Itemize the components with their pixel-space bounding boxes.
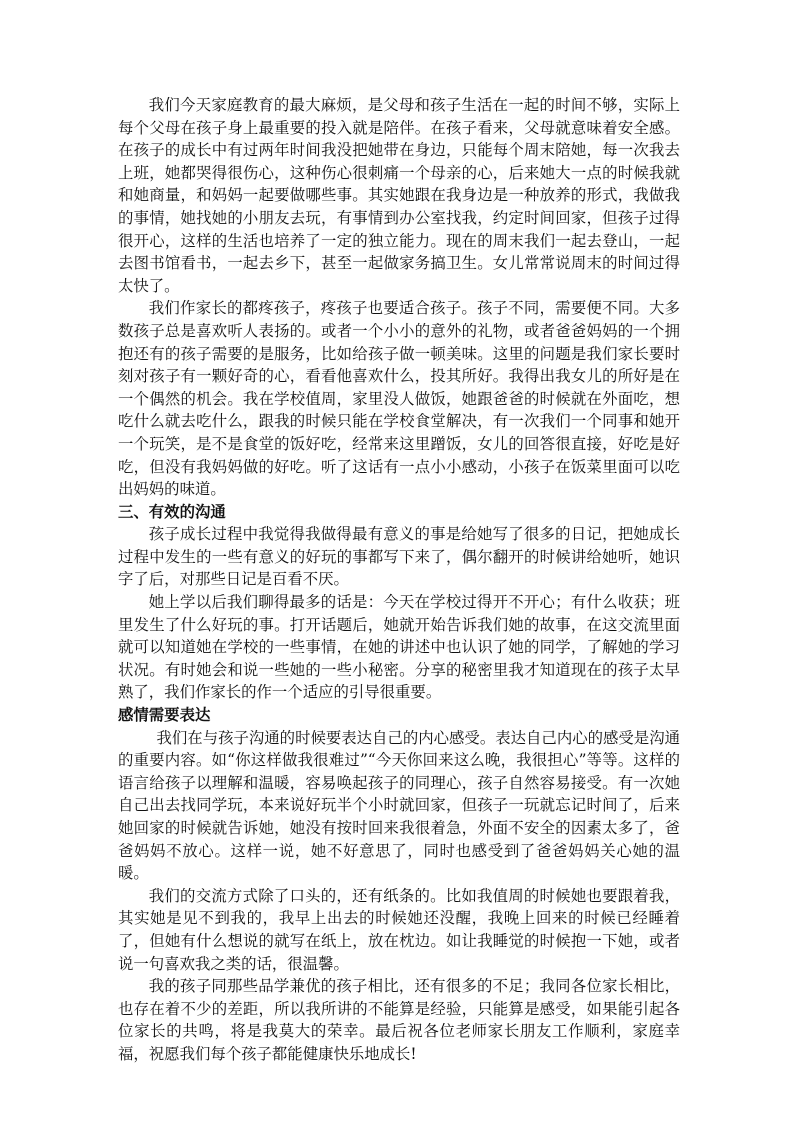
document-page [118,94,680,1066]
paragraph-closing: 我的孩子同那些品学兼优的孩子相比，还有很多的不足；我同各位家长相比，也存在着不少的差距，所以我所讲的不能算是经验，只能算是感受，如果能引起各位家长的共鸣，将是我莫大的荣幸。最后祝各位老师家长朋友工作顺利，家庭幸福，祝愿我们每个孩子都能健康快乐地成长! [118,977,680,1063]
heading-express-emotion: 感情需要表达 [118,706,211,725]
paragraph-notes: 我们的交流方式除了口头的，还有纸条的。比如我值周的时候她也要跟着我，其实她是见不到我的，我早上出去的时候她还没醒，我晚上回来的时候已经睡着了，但她有什么想说的就写在纸上，放在枕边。如让我睡觉的时候抱一下她，或者说一句喜欢我之类的话，很温馨。 [118,886,680,973]
paragraph-suit-child: 我们作家长的都疼孩子，疼孩子也要适合孩子。孩子不同，需要便不同。大多数孩子总是喜欢听人表扬的。或者一个小小的意外的礼物，或者爸爸妈妈的一个拥抱还有的孩子需要的是服务，比如给孩子做一顿美味。这里的问题是我们家长要时刻对孩子有一颗好奇的心，看看他喜欢什么，投其所好。我得出我女儿的所好是在一个偶然的机会。我在学校值周，家里没人做饭，她跟爸爸的时候就在外面吃，想吃什么就去吃什么，跟我的时候只能在学校食堂解决，有一次我们一个同事和她开一个玩笑，是不是食堂的饭好吃，经常来这里蹭饭，女儿的回答很直接，好吃是好吃，但没有我妈妈做的好吃。听了这话有一点小小感动，小孩子在饭菜里面可以吃出妈妈的味道。 [118,299,680,499]
paragraph-express-feelings: 我们在与孩子沟通的时候要表达自己的内心感受。表达自己内心的感受是沟通的重要内容。如“你这样做我很难过”“今天你回来这么晚，我很担心”等等。这样的语言给孩子以理解和温暖，容易唤起孩子的同理心，孩子自然容易接受。有一次她自己出去找同学玩，本来说好玩半个小时就回家，但孩子一玩就忘记时间了，后来她回家的时候就告诉她，她没有按时回来我很着急，外面不安全的因素太多了，爸爸妈妈不放心。这样一说，她不好意思了，同时也感受到了爸爸妈妈关心她的温暖。 [118,728,680,883]
paragraph-diary: 孩子成长过程中我觉得我做得最有意义的事是给她写了很多的日记，把她成长过程中发生的一些有意义的好玩的事都写下来了，偶尔翻开的时候讲给她听，她识字了后，对那些日记是百看不厌。 [118,525,680,589]
heading-effective-communication: 三、有效的沟通 [118,502,226,521]
paragraph-companionship: 我们今天家庭教育的最大麻烦，是父母和孩子生活在一起的时间不够，实际上每个父母在孩子身上最重要的投入就是陪伴。在孩子看来，父母就意味着安全感。在孩子的成长中有过两年时间我没把她带在身边，只能每个周末陪她，每一次我去上班，她都哭得很伤心，这种伤心很刺痛一个母亲的心，后来她大一点的时候我就和她商量，和妈妈一起要做哪些事。其实她跟在我身边是一种放养的形式，我做我的事情，她找她的小朋友去玩，有事情到办公室找我，约定时间回家，但孩子过得很开心，这样的生活也培养了一定的独立能力。现在的周末我们一起去登山，一起去图书馆看书，一起去乡下，甚至一起做家务搞卫生。女儿常常说周末的时间过得太快了。 [118,96,680,295]
paragraph-after-school-talk: 她上学以后我们聊得最多的话是：今天在学校过得开不开心；有什么收获；班里发生了什么好玩的事。打开话题后，她就开始告诉我们她的故事，在这交流里面就可以知道她在学校的一些事情，在她的讲述中也认识了她的同学，了解她的学习状况。有时她会和说一些她的一些小秘密。分享的秘密里我才知道现在的孩子太早熟了，我们作家长的作一个适应的引导很重要。 [118,593,680,702]
